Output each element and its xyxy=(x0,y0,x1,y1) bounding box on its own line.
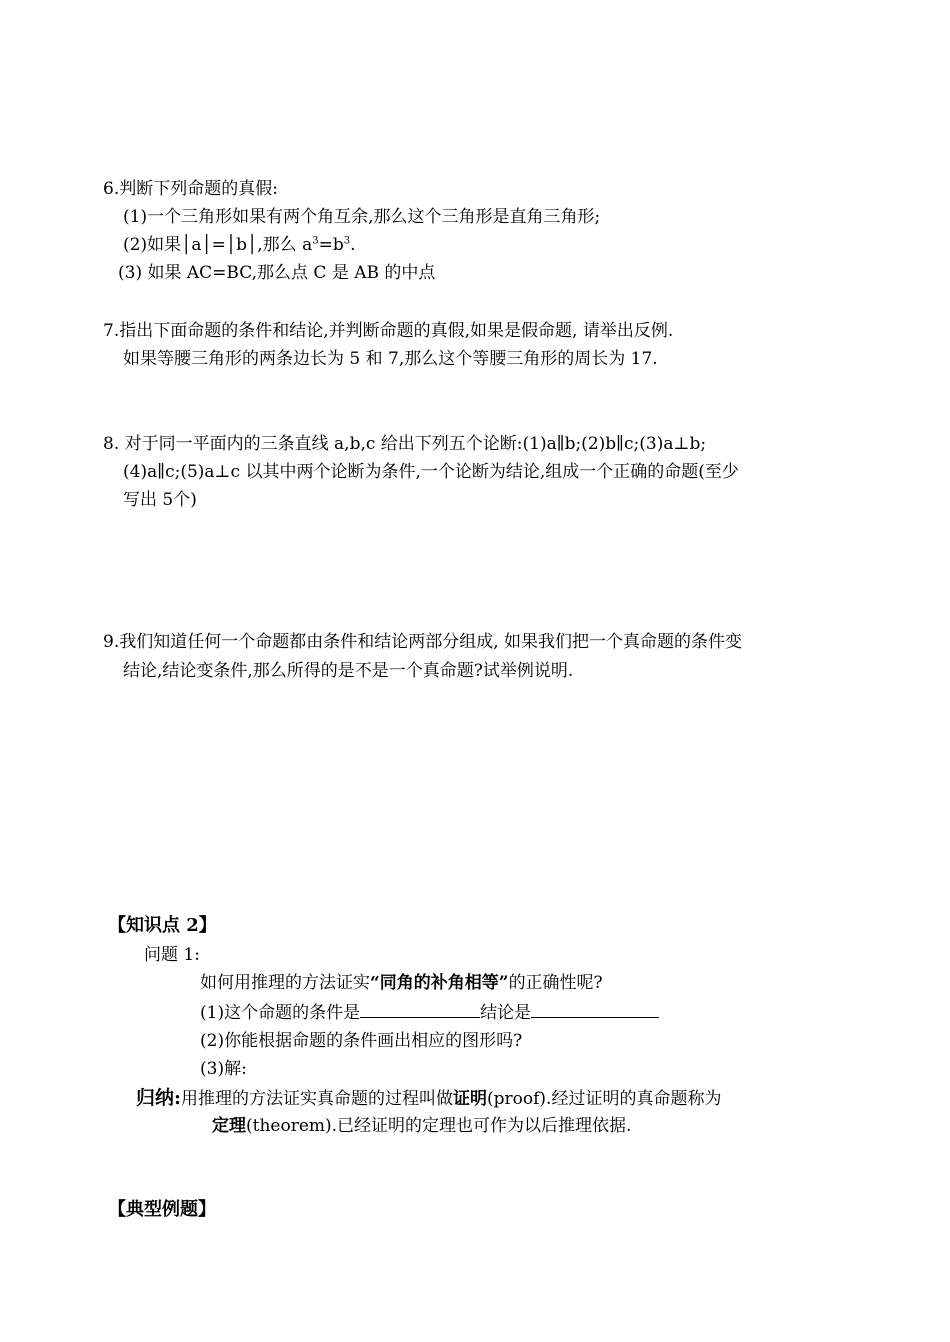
q6-item-2-exp-b: 3 xyxy=(343,235,351,247)
summary-text-3: (theorem).已经证明的定理也可作为以后推理依据. xyxy=(246,1116,632,1136)
q9-line-1: 9.我们知道任何一个命题都由条件和结论两部分组成, 如果我们把一个真命题的条件变 xyxy=(103,632,743,652)
summary-term-theorem: 定理 xyxy=(212,1116,246,1136)
q6-item-1: (1)一个三角形如果有两个角互余,那么这个三角形是直角三角形; xyxy=(123,207,601,227)
q6-item-2-exp-a: 3 xyxy=(312,235,319,247)
sub-question-2: (2)你能根据命题的条件画出相应的图形吗? xyxy=(200,1031,523,1051)
q6-item-2 xyxy=(123,234,356,256)
q6-item-3: (3) 如果 AC=BC,那么点 C 是 AB 的中点 xyxy=(118,263,436,283)
q9-line-2: 结论,结论变条件,那么所得的是不是一个真命题?试举例说明. xyxy=(123,661,574,681)
summary-line-2 xyxy=(212,1115,631,1137)
problem-question-suffix: 的正确性呢? xyxy=(508,973,603,993)
q7-body: 如果等腰三角形的两条边长为 5 和 7,那么这个等腰三角形的周长为 17. xyxy=(123,349,658,369)
problem-question-prefix: 如何用推理的方法证实 xyxy=(200,973,370,993)
q8-line-3: 写出 5个) xyxy=(123,490,197,510)
condition-blank[interactable] xyxy=(360,1001,480,1018)
sub-question-3: (3)解: xyxy=(200,1059,247,1079)
summary-text-2: (proof).经过证明的真命题称为 xyxy=(487,1089,722,1109)
summary-text-1: 用推理的方法证实真命题的过程叫做 xyxy=(181,1089,454,1109)
q8-line-2: (4)a∥c;(5)a⊥c 以其中两个论断为条件,一个论断为结论,组成一个正确的命题(至少 xyxy=(123,462,739,482)
q6-title: 6.判断下列命题的真假: xyxy=(103,179,278,199)
q6-item-2-prefix: (2)如果│a│=│b│,那么 a xyxy=(123,235,313,255)
summary-line-1 xyxy=(136,1087,721,1110)
q6-item-2-mid: =b xyxy=(318,235,344,255)
problem-label: 问题 1: xyxy=(144,945,200,965)
problem-question xyxy=(200,972,603,994)
conclusion-blank[interactable] xyxy=(531,1001,659,1018)
summary-label: 归纳: xyxy=(136,1087,182,1109)
q6-item-2-end: . xyxy=(350,235,356,255)
summary-term-proof: 证明 xyxy=(453,1089,488,1109)
sub-question-1-mid: 结论是 xyxy=(480,1003,532,1023)
knowledge-point-heading: 【知识点 2】 xyxy=(108,915,217,936)
problem-question-emphasis: “同角的补角相等” xyxy=(370,973,509,993)
q8-line-1: 8. 对于同一平面内的三条直线 a,b,c 给出下列五个论断:(1)a∥b;(2)b∥c;(3)a⊥b; xyxy=(103,434,707,454)
q7-title: 7.指出下面命题的条件和结论,并判断命题的真假,如果是假命题, 请举出反例. xyxy=(103,321,674,341)
typical-examples-heading: 【典型例题】 xyxy=(108,1199,216,1220)
sub-question-1 xyxy=(200,1001,659,1024)
sub-question-1-prefix: (1)这个命题的条件是 xyxy=(200,1003,361,1023)
